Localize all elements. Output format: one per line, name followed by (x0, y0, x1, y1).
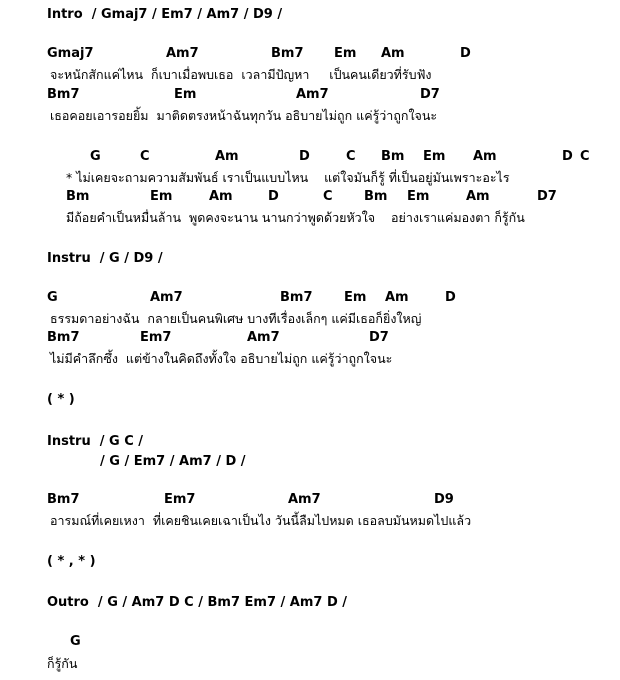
lyric-line: * ไม่เคยจะถามความสัมพันธ์ เราเป็นแบบไหน แต่ใจมันก็รู้ ที่เป็นอยู่มันเพราะอะไร (66, 170, 510, 185)
chord: C (140, 149, 150, 164)
chord: Am7 (247, 330, 280, 345)
chord: Bm7 (280, 290, 313, 305)
chord: Bm7 (47, 87, 80, 102)
lyric-line: ธรรมดาอย่างฉัน กลายเป็นคนพิเศษ บางทีเรื่องเล็กๆ แค่มีเธอก็ยิ่งใหญ่ (50, 311, 422, 326)
chord: Em (150, 189, 173, 204)
chord: Am (466, 189, 490, 204)
chord: Am7 (288, 492, 321, 507)
instru-line: Instru / G / D9 / (47, 251, 163, 266)
chord: Am7 (166, 46, 199, 61)
chord: D7 (369, 330, 389, 345)
chord: D (562, 149, 573, 164)
chord: Bm7 (47, 492, 80, 507)
chord: Bm (66, 189, 90, 204)
lyric-line: อารมณ์ที่เคยเหงา ที่เคยชินเคยเฉาเป็นไง วันนี้ลืมไปหมด เธอลบมันหมดไปแล้ว (50, 513, 472, 528)
chord: D (445, 290, 456, 305)
intro-line: Intro / Gmaj7 / Em7 / Am7 / D9 / (47, 7, 283, 22)
repeat-marker: ( * , * ) (47, 554, 96, 569)
chord: Am (381, 46, 405, 61)
chord: Gmaj7 (47, 46, 94, 61)
chord: C (580, 149, 590, 164)
chord: Am (215, 149, 239, 164)
repeat-marker: ( * ) (47, 392, 75, 407)
instru-line: / G / Em7 / Am7 / D / (100, 454, 246, 469)
chord: C (346, 149, 356, 164)
chord: Em (344, 290, 367, 305)
chord: Am (209, 189, 233, 204)
lyric-line: ไม่มีคำลึกซึ้ง แต่ข้างในคิดถึงทั้งใจ อธิบายไม่ถูก แค่รู้ว่าถูกใจนะ (50, 351, 393, 366)
chord: Em7 (140, 330, 172, 345)
chord: G (47, 290, 58, 305)
lyric-line: ก็รู้กัน (47, 656, 78, 671)
chord: Bm7 (47, 330, 80, 345)
chord: D7 (420, 87, 440, 102)
chord: D (268, 189, 279, 204)
chord: Bm7 (271, 46, 304, 61)
chord: Em (423, 149, 446, 164)
instru-line: Instru / G C / (47, 434, 144, 449)
chord: D9 (434, 492, 454, 507)
chord: D (460, 46, 471, 61)
chord: Bm (364, 189, 388, 204)
chord: D (299, 149, 310, 164)
chord: G (90, 149, 101, 164)
chord: Am (385, 290, 409, 305)
outro-line: Outro / G / Am7 D C / Bm7 Em7 / Am7 D / (47, 595, 348, 610)
chord: Am7 (296, 87, 329, 102)
chord: Am7 (150, 290, 183, 305)
lyric-line: เธอคอยเอารอยยิ้ม มาติดตรงหน้าฉันทุกวัน อธิบายไม่ถูก แค่รู้ว่าถูกใจนะ (50, 108, 438, 123)
lyric-line: มีถ้อยคำเป็นหมื่นล้าน พูดคงจะนาน นานกว่าพูดด้วยหัวใจ อย่างเราแค่มองตา ก็รู้กัน (66, 210, 525, 225)
chord: Am (473, 149, 497, 164)
chord: Em (334, 46, 357, 61)
chord: C (323, 189, 333, 204)
chord: D7 (537, 189, 557, 204)
chord: Em7 (164, 492, 196, 507)
chord: Bm (381, 149, 405, 164)
chord: Em (407, 189, 430, 204)
lyric-line: จะหนักสักแค่ไหน ก็เบาเมื่อพบเธอ เวลามีปัญหา เป็นคนเดียวที่รับฟัง (50, 67, 432, 82)
chord: Em (174, 87, 197, 102)
chord: G (70, 634, 81, 649)
